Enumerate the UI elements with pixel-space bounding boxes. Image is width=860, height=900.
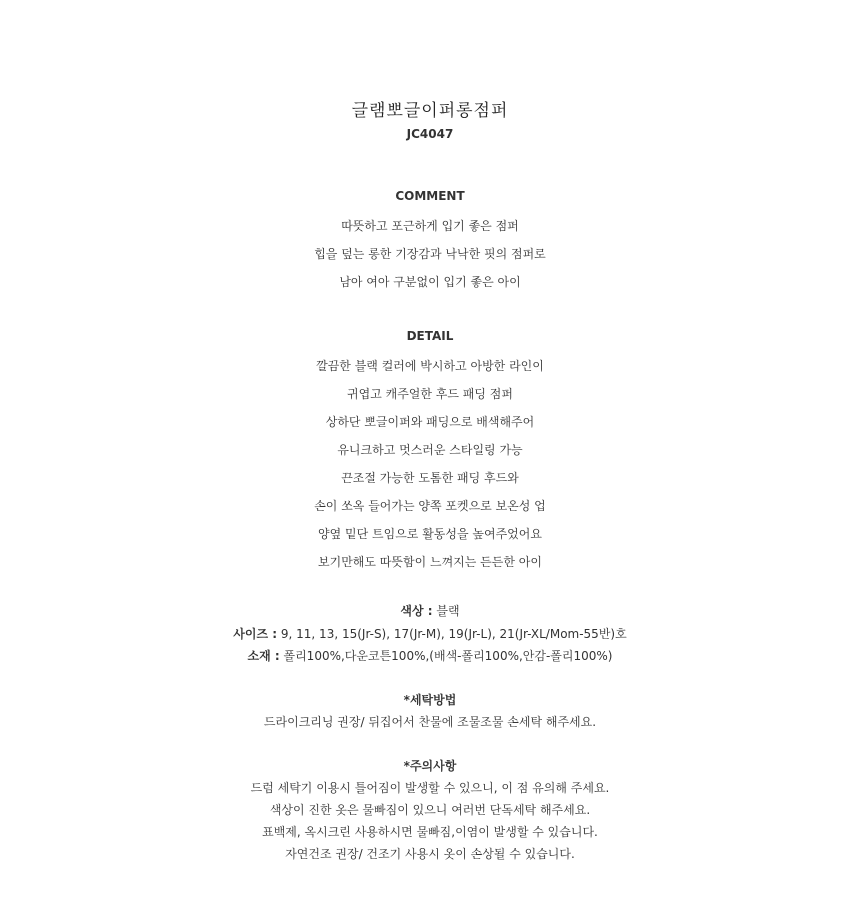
material-value: 폴리100%,다운코튼100%,(배색-폴리100%,안감-폴리100%) — [283, 649, 613, 663]
color-label: 색상 : — [400, 604, 433, 618]
caution-line: 자연건조 권장/ 건조기 사용시 옷이 손상될 수 있습니다. — [285, 847, 575, 861]
detail-line: 양옆 밑단 트임으로 활동성을 높여주었어요 — [318, 527, 542, 541]
washing-heading: *세탁방법 — [403, 693, 457, 707]
color-value: 블랙 — [436, 604, 460, 618]
detail-line: 끈조절 가능한 도톰한 패딩 후드와 — [341, 471, 519, 485]
comment-heading: COMMENT — [395, 189, 465, 203]
detail-line: 보기만해도 따뜻함이 느껴지는 든든한 아이 — [318, 555, 542, 569]
detail-line: 유니크하고 멋스러운 스타일링 가능 — [337, 443, 523, 457]
comment-line: 따뜻하고 포근하게 입기 좋은 점퍼 — [341, 219, 519, 233]
washing-text: 드라이크리닝 권장/ 뒤집어서 찬물에 조물조물 손세탁 해주세요. — [263, 715, 597, 729]
size-spec — [0, 625, 860, 642]
caution-heading: *주의사항 — [403, 759, 457, 773]
product-code: JC4047 — [406, 127, 454, 141]
product-name: 글램뽀글이퍼롱점퍼 — [351, 101, 509, 121]
size-label: 사이즈 : — [233, 627, 278, 641]
material-label: 소재 : — [247, 649, 280, 663]
caution-line: 표백제, 옥시크린 사용하시면 물빠짐,이염이 발생할 수 있습니다. — [262, 825, 598, 839]
caution-line: 드럼 세탁기 이용시 틀어짐이 발생할 수 있으니, 이 점 유의해 주세요. — [250, 781, 610, 795]
detail-line: 깔끔한 블랙 컬러에 박시하고 아방한 라인이 — [316, 359, 544, 373]
material-spec — [0, 647, 860, 664]
detail-line: 손이 쏘옥 들어가는 양쪽 포켓으로 보온성 업 — [314, 499, 546, 513]
comment-line: 힙을 덮는 롱한 기장감과 낙낙한 핏의 점퍼로 — [314, 247, 546, 261]
detail-line: 귀엽고 캐주얼한 후드 패딩 점퍼 — [347, 387, 513, 401]
comment-line: 남아 여아 구분없이 입기 좋은 아이 — [339, 275, 521, 289]
size-value: 9, 11, 13, 15(Jr-S), 17(Jr-M), 19(Jr-L), 21(Jr-XL/Mom-55반)호 — [280, 627, 627, 641]
detail-heading: DETAIL — [406, 329, 454, 343]
color-spec — [0, 602, 860, 619]
detail-line: 상하단 뽀글이퍼와 패딩으로 배색해주어 — [325, 415, 535, 429]
caution-line: 색상이 진한 옷은 물빠짐이 있으니 여러번 단독세탁 해주세요. — [269, 803, 591, 817]
